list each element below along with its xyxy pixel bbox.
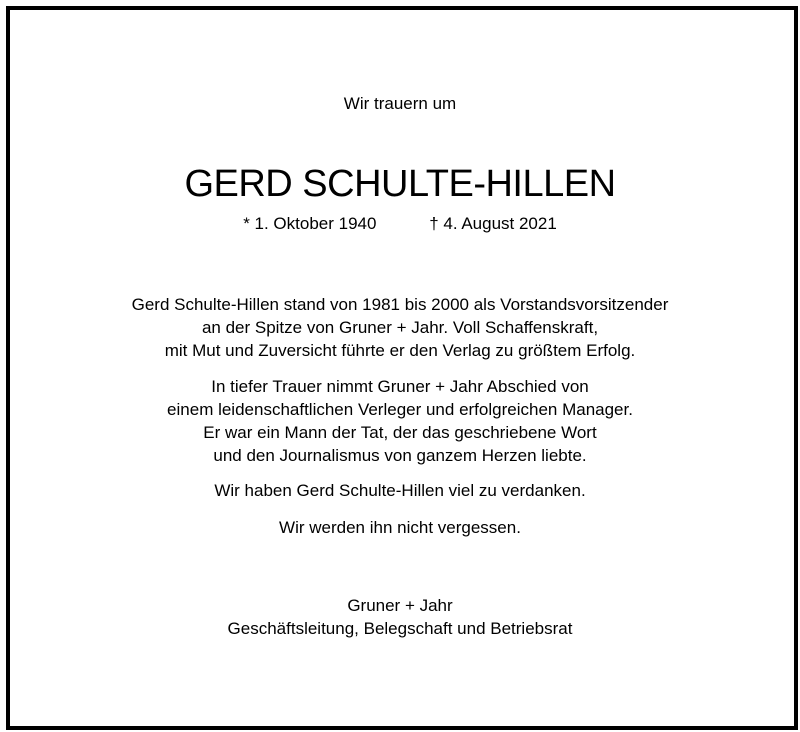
paragraph-line: Gerd Schulte-Hillen stand von 1981 bis 2000 als Vorstandsvorsitzender	[131, 295, 669, 314]
paragraph-line: mit Mut und Zuversicht führte er den Verlag zu größtem Erfolg.	[164, 341, 636, 360]
paragraph-line: Wir werden ihn nicht vergessen.	[279, 518, 521, 537]
paragraph-gratitude	[10, 479, 790, 502]
signature-block	[10, 594, 790, 640]
deceased-name: GERD SCHULTE-HILLEN	[184, 163, 616, 205]
paragraph-line: und den Journalismus von ganzem Herzen liebte.	[213, 446, 587, 465]
intro-text: Wir trauern um	[343, 94, 457, 113]
birth-date: * 1. Oktober 1940	[243, 214, 377, 233]
paragraph-line: einem leidenschaftlichen Verleger und erfolgreichen Manager.	[167, 400, 633, 419]
signature-group: Geschäftsleitung, Belegschaft und Betriebsrat	[227, 619, 573, 638]
obituary-notice	[10, 10, 790, 722]
paragraph-career	[10, 293, 790, 362]
paragraph-remembrance	[10, 516, 790, 539]
signature-company: Gruner + Jahr	[347, 596, 453, 615]
paragraph-line: Er war ein Mann der Tat, der das geschriebene Wort	[203, 423, 597, 442]
paragraph-line: In tiefer Trauer nimmt Gruner + Jahr Abschied von	[211, 377, 589, 396]
paragraph-line: an der Spitze von Gruner + Jahr. Voll Schaffenskraft,	[201, 318, 599, 337]
paragraph-line: Wir haben Gerd Schulte-Hillen viel zu verdanken.	[214, 481, 586, 500]
paragraph-farewell	[10, 375, 790, 467]
death-date: † 4. August 2021	[429, 214, 557, 233]
life-dates	[10, 213, 790, 235]
